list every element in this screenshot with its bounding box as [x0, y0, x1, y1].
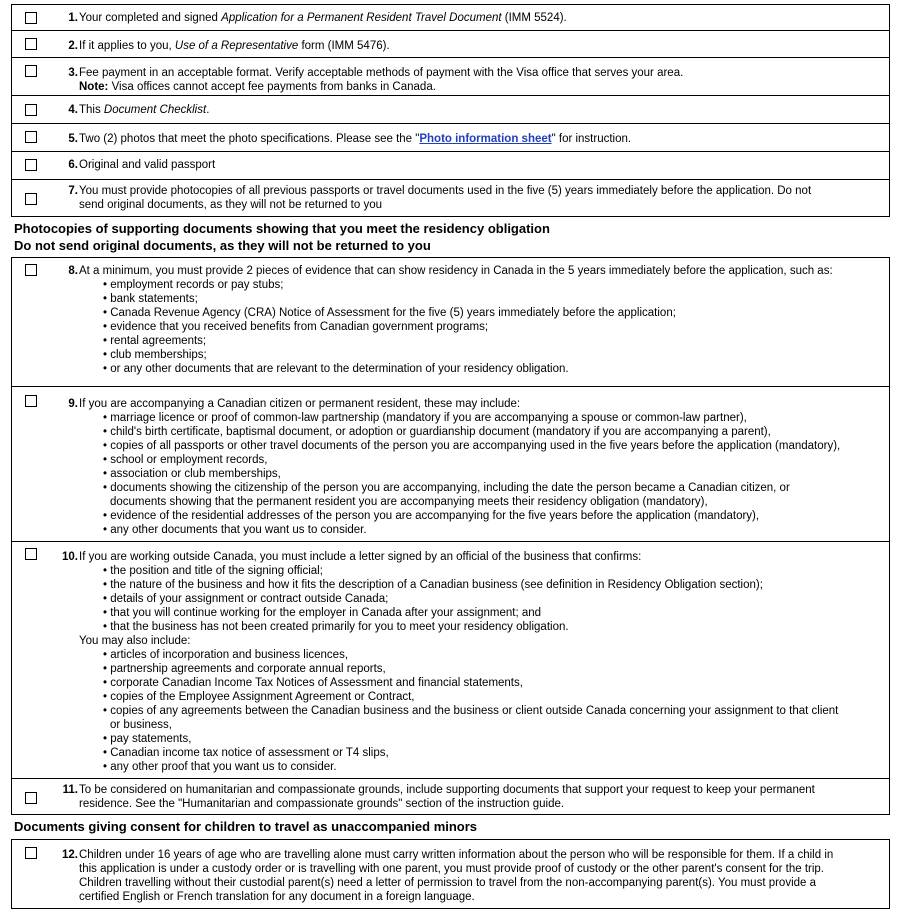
bullet: • copies of any agreements between the Canadian business and the business or client outside Canada concerning your assignment to that client	[103, 705, 839, 717]
item-number: 7.	[68, 185, 78, 197]
checkbox-3[interactable]	[25, 65, 37, 77]
checkbox-2[interactable]	[25, 38, 37, 50]
checkbox-6[interactable]	[25, 159, 37, 171]
bullet: • details of your assignment or contract outside Canada;	[103, 593, 389, 605]
bullet: • child's birth certificate, baptismal document, or adoption or guardianship document (mandatory if you are accompanying a parent),	[103, 426, 771, 438]
bullet: • corporate Canadian Income Tax Notices of Assessment and financial statements,	[103, 677, 523, 689]
checklist-row-11	[11, 778, 890, 815]
bullet: • copies of the Employee Assignment Agreement or Contract,	[103, 691, 415, 703]
section-heading-residency: Photocopies of supporting documents showing that you meet the residency obligation	[14, 221, 550, 236]
bullet: • articles of incorporation and business licences,	[103, 649, 349, 661]
bullet: • pay statements,	[103, 733, 192, 745]
bullet: • any other proof that you want us to consider.	[103, 761, 337, 773]
checkbox-11[interactable]	[25, 792, 37, 804]
bullet: • club memberships;	[103, 349, 207, 361]
item-text: You must provide photocopies of all previous passports or travel documents used in the five (5) years immediately before the application. Do not send original documents, as they will not be returned to you	[79, 185, 812, 211]
bullet: • that you will continue working for the employer in Canada after your assignment; and	[103, 607, 542, 619]
bullet: • partnership agreements and corporate annual reports,	[103, 663, 386, 675]
bullet: • any other documents that you want us to consider.	[103, 524, 367, 536]
checklist-row-8	[11, 257, 890, 387]
item-number: 8.	[68, 265, 78, 277]
bullet: • Canadian income tax notice of assessment or T4 slips,	[103, 747, 389, 759]
bullet: • the nature of the business and how it fits the description of a Canadian business (see definition in Residency Obligation section);	[103, 579, 763, 591]
also-include-label: You may also include:	[79, 635, 191, 647]
checklist-row-7	[11, 179, 890, 217]
checkbox-8[interactable]	[25, 264, 37, 276]
item-text: At a minimum, you must provide 2 pieces of evidence that can show residency in Canada in the 5 years immediately before the application, such as: • employment records or pay stubs; • bank statements; • Canada Revenue Agency (CRA) Notice of Assessment for the five (5) years immediately before the application; • evidence that you received benefits from Canadian government programs; • rental agreements; • club memberships; • or any other documents that are relevant to the determination of your residency obligation.	[79, 264, 885, 376]
item-text: To be considered on humanitarian and compassionate grounds, include supporting documents that support your request to keep your permanent residence. See the "Humanitarian and compassionate grounds" section of the instruction guide.	[79, 784, 815, 810]
checklist-row-6	[11, 151, 890, 180]
item-number: 5.	[68, 133, 78, 145]
bullet: • evidence of the residential addresses of the person you are accompanying for the five years before the application (mandatory),	[103, 510, 760, 522]
section-heading-minors: Documents giving consent for children to travel as unaccompanied minors	[14, 819, 478, 834]
checkbox-4[interactable]	[25, 104, 37, 116]
checklist-row-2	[11, 30, 890, 58]
bullet: • marriage licence or proof of common-law partnership (mandatory if you are accompanying a spouse or common-law partner),	[103, 412, 747, 424]
bullet: • copies of all passports or other travel documents of the person you are accompanying used in the five years before the application (mandatory),	[103, 440, 841, 452]
checkbox-7[interactable]	[25, 193, 37, 205]
item-text: Your completed and signed Application for a Permanent Resident Travel Document (IMM 5524).	[79, 12, 567, 24]
item-text: Fee payment in an acceptable format. Verify acceptable methods of payment with the Visa office that serves your area. Note: Visa offices cannot accept fee payments from banks in Canada.	[79, 67, 684, 93]
checklist-row-9	[11, 386, 890, 542]
item-text: Original and valid passport	[79, 159, 216, 171]
bullet: • that the business has not been created primarily for you to meet your residency obligation.	[103, 621, 569, 633]
bullet: • school or employment records,	[103, 454, 268, 466]
item-number: 11.	[62, 784, 78, 796]
bullet: • rental agreements;	[103, 335, 207, 347]
item-text: Children under 16 years of age who are travelling alone must carry written information about the person who will be responsible for them. If a child in this application is under a custody order or is travelling with one parent, you must provide proof of custody or the other parent's consent for the trip. Children travelling without their custodial parent(s) need a letter of permission to travel from the non-accompanying parent(s). You must provide a certified English or French translation for any document in a foreign language.	[79, 849, 834, 903]
bullet: • documents showing the citizenship of the person you are accompanying, including the date the person became a Canadian citizen, or	[103, 482, 790, 494]
checkbox-5[interactable]	[25, 131, 37, 143]
bullet: • employment records or pay stubs;	[103, 279, 284, 291]
bullet: • Canada Revenue Agency (CRA) Notice of Assessment for the five (5) years immediately before the application;	[103, 307, 676, 319]
item-text: This Document Checklist.	[79, 104, 210, 116]
checkbox-10[interactable]	[25, 548, 37, 560]
checkbox-12[interactable]	[25, 847, 37, 859]
item-number: 9.	[68, 398, 78, 410]
bullet: • or any other documents that are relevant to the determination of your residency obligation.	[103, 363, 569, 375]
item-number: 6.	[68, 159, 78, 171]
checklist-row-10	[11, 541, 890, 779]
bullet: • the position and title of the signing official;	[103, 565, 323, 577]
checklist-row-4	[11, 95, 890, 124]
item-number: 10.	[62, 551, 78, 563]
item-number: 1.	[68, 12, 78, 24]
item-number: 3.	[68, 67, 78, 79]
checklist-row-3	[11, 57, 890, 96]
bullet: • evidence that you received benefits from Canadian government programs;	[103, 321, 489, 333]
checklist-row-1	[11, 4, 890, 31]
checklist-row-12	[11, 839, 890, 909]
bullet: • association or club memberships,	[103, 468, 281, 480]
item-number: 2.	[68, 40, 78, 52]
section-subheading-residency: Do not send original documents, as they will not be returned to you	[14, 238, 431, 253]
item-text: If you are working outside Canada, you must include a letter signed by an official of the business that confirms: • the position and title of the signing official; • the nature of the business and how it fits the description of a Canadian business (see definition in Residency Obligation section); • details of your assignment or contract outside Canada; • that you will continue working for the employer in Canada after your assignment; and • that the business has not been created primarily for you to meet your residency obligation. You may also include: • articles of incorporation and business licences, • partnership agreements and corporate annual reports, • corporate Canadian Income Tax Notices of Assessment and financial statements, • copies of the Employee Assignment Agreement or Contract, • copies of any agreements between the Canadian business and the business or client outside Canada concerning your assignment to that client or business, • pay statements, • Canadian income tax notice of assessment or T4 slips, • any other proof that you want us to consider.	[79, 550, 885, 774]
photo-information-sheet-link[interactable]: Photo information sheet	[419, 133, 552, 145]
item-number: 4.	[68, 104, 78, 116]
bullet-continuation: documents showing that the permanent resident you are accompanying meets their residency obligation (mandatory),	[110, 496, 708, 508]
checklist-row-5	[11, 123, 890, 152]
checkbox-9[interactable]	[25, 395, 37, 407]
bullet-continuation: or business,	[110, 719, 173, 731]
item-number: 12.	[62, 849, 78, 861]
item-text: Two (2) photos that meet the photo specifications. Please see the "Photo information sheet" for instruction.	[79, 133, 632, 145]
checkbox-1[interactable]	[25, 12, 37, 24]
item-text: If you are accompanying a Canadian citizen or permanent resident, these may include: • marriage licence or proof of common-law partnership (mandatory if you are accompanying a spouse or common-law partner), • child's birth certificate, baptismal document, or adoption or guardianship document (mandatory if you are accompanying a parent), • copies of all passports or other travel documents of the person you are accompanying used in the five years before the application (mandatory), • school or employment records, • association or club memberships, • documents showing the citizenship of the person you are accompanying, including the date the person became a Canadian citizen, or documents showing that the permanent resident you are accompanying meets their residency obligation (mandatory), • evidence of the residential addresses of the person you are accompanying for the five years before the application (mandatory), • any other documents that you want us to consider.	[79, 397, 885, 537]
item-text: If it applies to you, Use of a Representative form (IMM 5476).	[79, 40, 390, 52]
bullet: • bank statements;	[103, 293, 198, 305]
